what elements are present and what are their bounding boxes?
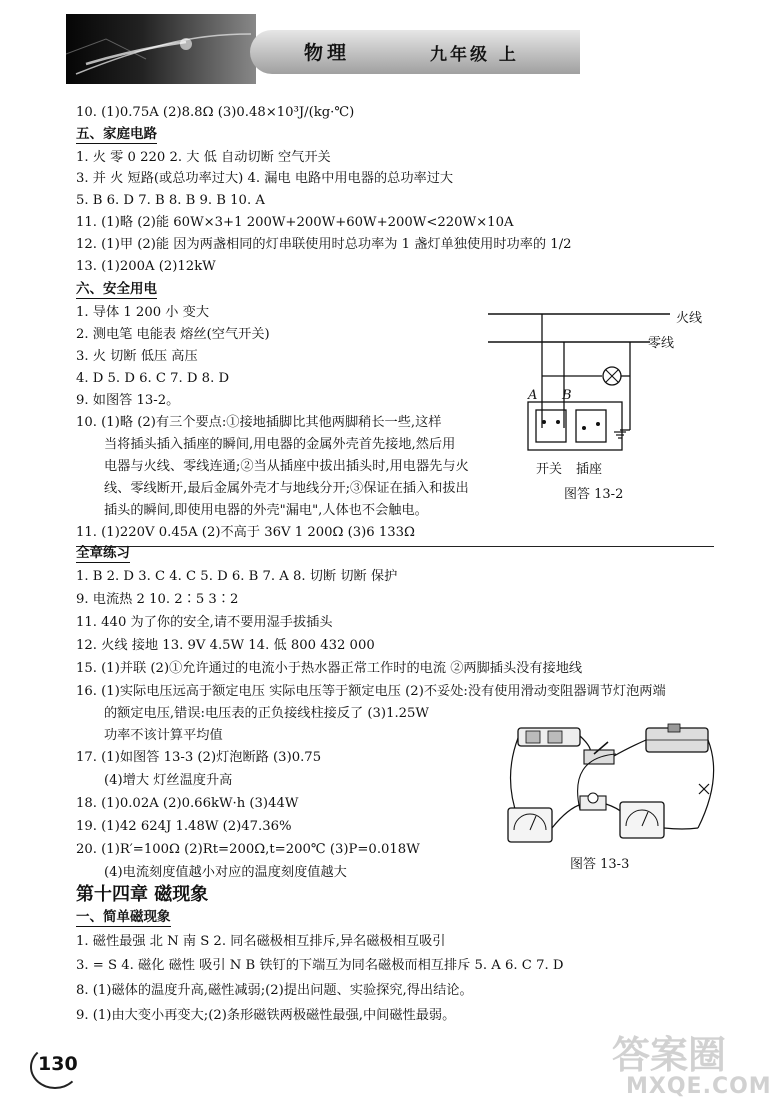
answer-line: 20. (1)R′=100Ω (2)Rt=200Ω,t=200℃ (3)P=0.018W [76, 842, 420, 857]
point-b-label: B [562, 388, 572, 403]
answer-line: 12. (1)甲 (2)能 因为两盏相同的灯串联使用时总功率为 1 盏灯单独使用时功率的 1/2 [76, 237, 572, 252]
figure-13-2-caption: 图答 13-2 [564, 487, 624, 502]
answer-line: 3. 并 火 短路(或总功率过大) 4. 漏电 电路中用电器的总功率过大 [76, 171, 454, 186]
answer-line: 插头的瞬间,即使用电器的外壳"漏电",人体也不会触电。 [104, 503, 428, 518]
figure-13-2-circuit [480, 300, 710, 480]
answer-line: 10. (1)0.75A (2)8.8Ω (3)0.48×10³J/(kg·℃) [76, 105, 355, 120]
header-banner [250, 30, 580, 74]
answer-line: 11. (1)220V 0.45A (2)不高于 36V 1 200Ω (3)6 133Ω [76, 525, 415, 540]
answer-line: 12. 火线 接地 13. 9V 4.5W 14. 低 800 432 000 [76, 638, 375, 653]
answer-line: 线、零线断开,最后金属外壳才与地线分开;③保证在插入和拔出 [104, 481, 469, 496]
answer-line: 2. 测电笔 电能表 熔丝(空气开关) [76, 327, 270, 342]
switch-label: 开关 [536, 462, 563, 477]
page-number: 130 [38, 1053, 78, 1075]
live-wire-label: 火线 [676, 311, 703, 326]
answer-line: 4. D 5. D 6. C 7. D 8. D [76, 371, 230, 386]
watermark-url: MXQE.COM [626, 1074, 772, 1099]
header-photo [66, 14, 256, 84]
watermark-logo: 答案圈 [612, 1033, 727, 1077]
answer-line: 功率不该计算平均值 [104, 728, 223, 743]
figure-13-3-circuit [498, 718, 718, 848]
answer-line: 15. (1)并联 (2)①允许通过的电流小于热水器正常工作时的电流 ②两脚插头没有接地线 [76, 661, 583, 676]
answer-line: 电器与火线、零线连通;②当从插座中拔出插头时,用电器先与火 [104, 459, 469, 474]
answer-line: 19. (1)42 624J 1.48W (2)47.36% [76, 819, 292, 834]
section-heading: 六、安全用电 [76, 281, 157, 297]
neutral-wire-label: 零线 [648, 336, 675, 351]
answer-line: 16. (1)实际电压远高于额定电压 实际电压等于额定电压 (2)不妥处:没有使用滑动变阻器调节灯泡两端 [76, 684, 666, 699]
answer-line: 3. 火 切断 低压 高压 [76, 349, 198, 364]
divider [76, 546, 714, 547]
answer-line: 11. (1)略 (2)能 60W×3+1 200W+200W+60W+200W<220W×10A [76, 215, 514, 230]
answer-line: 9. (1)由大变小再变大;(2)条形磁铁两极磁性最强,中间磁性最弱。 [76, 1008, 456, 1023]
socket-label: 插座 [576, 462, 603, 477]
answer-line: 10. (1)略 (2)有三个要点:①接地插脚比其他两脚稍长一些,这样 [76, 415, 442, 430]
answer-line: 当将插头插入插座的瞬间,用电器的金属外壳首先接地,然后用 [104, 437, 456, 452]
answer-line: 5. B 6. D 7. B 8. B 9. B 10. A [76, 193, 265, 208]
header-grade: 九年级 上 [430, 45, 519, 65]
answer-line: 8. (1)磁体的温度升高,磁性减弱;(2)提出问题、实验探究,得出结论。 [76, 983, 473, 998]
answer-line: 17. (1)如图答 13-3 (2)灯泡断路 (3)0.75 [76, 750, 322, 765]
answer-line: 1. B 2. D 3. C 4. C 5. D 6. B 7. A 8. 切断 切断 保护 [76, 569, 398, 584]
answer-line: 3. = S 4. 磁化 磁性 吸引 N B 铁钉的下端互为同名磁极而相互排斥 5. A 6. C 7. D [76, 958, 564, 973]
answer-line: 11. 440 为了你的安全,请不要用湿手拔插头 [76, 615, 333, 630]
answer-line: 的额定电压,错误:电压表的正负接线柱接反了 (3)1.25W [104, 706, 429, 721]
answer-line: 1. 火 零 0 220 2. 大 低 自动切断 空气开关 [76, 150, 331, 165]
section-heading: 一、简单磁现象 [76, 909, 171, 925]
chapter-title: 第十四章 磁现象 [76, 884, 209, 905]
answer-line: (4)增大 灯丝温度升高 [104, 773, 233, 788]
answer-line: 1. 磁性最强 北 N 南 S 2. 同名磁极相互排斥,异名磁极相互吸引 [76, 934, 446, 949]
answer-line: 9. 如图答 13-2。 [76, 393, 180, 408]
answer-line: 9. 电流热 2 10. 2∶5 3∶2 [76, 592, 239, 607]
section-heading: 五、家庭电路 [76, 126, 157, 142]
answer-line: 1. 导体 1 200 小 变大 [76, 305, 210, 320]
answer-line: (4)电流刻度值越小对应的温度刻度值越大 [104, 865, 347, 880]
answer-line: 18. (1)0.02A (2)0.66kW·h (3)44W [76, 796, 299, 811]
header-subject: 物理 [304, 42, 351, 64]
figure-13-3-caption: 图答 13-3 [570, 857, 630, 872]
point-a-label: A [528, 388, 538, 403]
section-heading: 全章练习 [76, 545, 130, 561]
answer-line: 13. (1)200A (2)12kW [76, 259, 216, 274]
